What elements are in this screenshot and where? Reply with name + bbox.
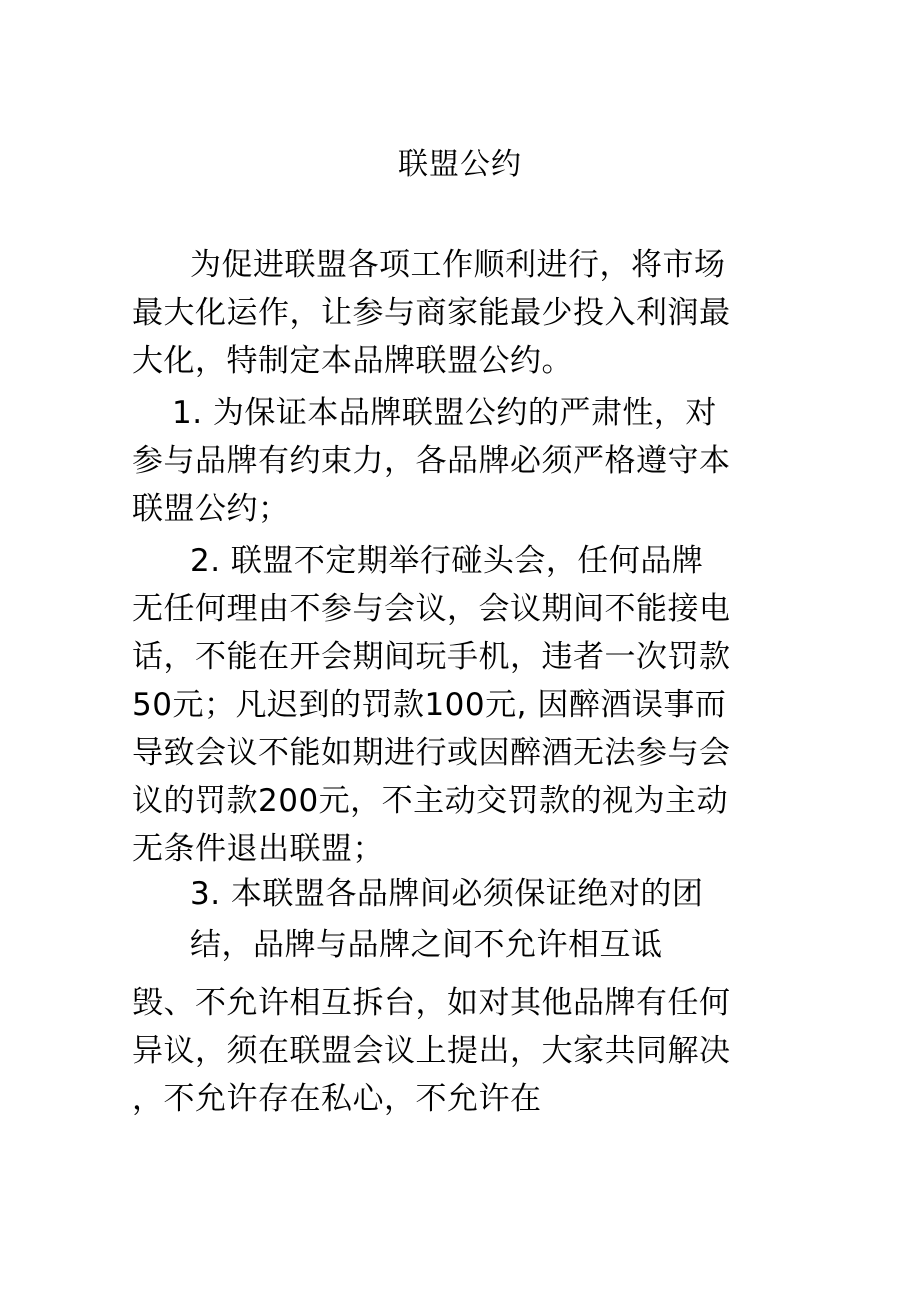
paragraph-line: 大化，特制定本品牌联盟公约。 bbox=[132, 343, 573, 379]
document-title: 联盟公约 bbox=[398, 147, 522, 182]
paragraph-line: 参与品牌有约束力，各品牌必须严格遵守本 bbox=[132, 443, 731, 479]
paragraph-line: 2. 联盟不定期举行碰头会，任何品牌 bbox=[190, 543, 704, 579]
paragraph-line: 毁、不允许相互拆台，如对其他品牌有任何 bbox=[132, 985, 731, 1021]
paragraph-line: 议的罚款200元，不主动交罚款的视为主动 bbox=[132, 783, 729, 819]
paragraph-line: 3. 本联盟各品牌间必须保证绝对的团 bbox=[190, 876, 704, 912]
paragraph-line: 50元；凡迟到的罚款100元, 因醉酒误事而 bbox=[132, 687, 727, 723]
paragraph-line: 为促进联盟各项工作顺利进行，将市场 bbox=[190, 247, 726, 283]
paragraph-line: 1. 为保证本品牌联盟公约的严肃性，对 bbox=[172, 395, 717, 431]
paragraph-line: ，不允许存在私心，不允许在 bbox=[132, 1081, 542, 1117]
paragraph-line: 异议，须在联盟会议上提出，大家共同解决 bbox=[132, 1033, 731, 1069]
paragraph-line: 结，品牌与品牌之间不允许相互诋 bbox=[190, 927, 663, 963]
paragraph-line: 无条件退出联盟； bbox=[132, 831, 384, 867]
paragraph-line: 导致会议不能如期进行或因醉酒无法参与会 bbox=[132, 735, 731, 771]
paragraph-line: 联盟公约； bbox=[132, 491, 290, 527]
paragraph-line: 无任何理由不参与会议，会议期间不能接电 bbox=[132, 591, 731, 627]
paragraph-line: 最大化运作，让参与商家能最少投入利润最 bbox=[132, 295, 731, 331]
paragraph-line: 话，不能在开会期间玩手机，违者一次罚款 bbox=[132, 639, 731, 675]
